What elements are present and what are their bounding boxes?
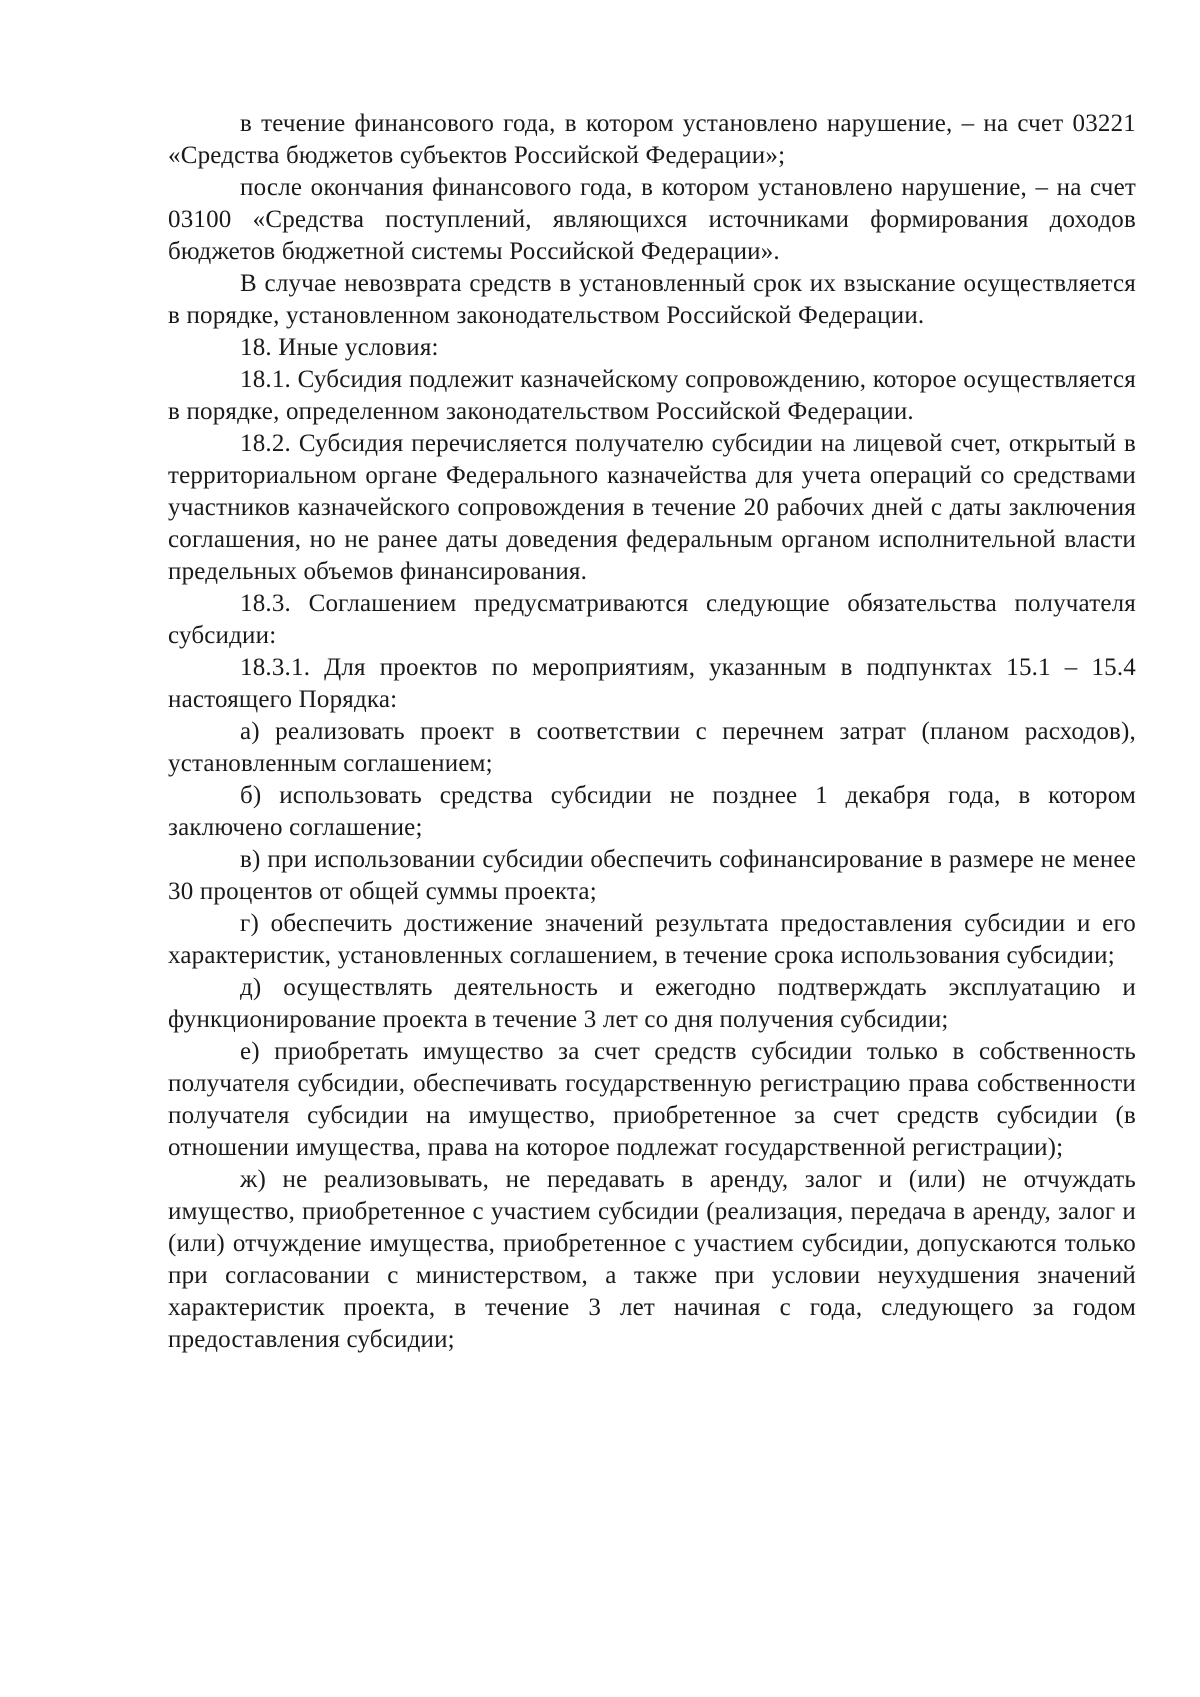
section-heading-other-conditions: 18. Иные условия: [240,334,439,361]
paragraph-budget-revenue-account: после окончания финансового года, в котором установлено нарушение, – на счет 03100 «Средства поступлений, являющихся источниками формирования доходов бюджетов бюджетной системы Российской Федерации». [168,174,1136,265]
document-body [168,108,1136,1356]
paragraph-18-2: 18.2. Субсидия перечисляется получателю субсидии на лицевой счет, открытый в территориальном органе Федерального казначейства для учета операций со средствами участников казначейского сопровождения в течение 20 рабочих дней с даты заключения соглашения, но не ранее даты доведения федеральным органом исполнительной власти предельных объемов финансирования. [168,430,1136,585]
list-item-a: а) реализовать проект в соответствии с перечнем затрат (планом расходов), установленным соглашением; [168,718,1136,777]
paragraph-18-3-1: 18.3.1. Для проектов по мероприятиям, указанным в подпунктах 15.1 – 15.4 настоящего Порядка: [168,654,1136,713]
list-item-d: д) осуществлять деятельность и ежегодно подтверждать эксплуатацию и функционирование проекта в течение 3 лет со дня получения субсидии; [168,974,1136,1033]
paragraph-non-return-recovery: В случае невозврата средств в установленный срок их взыскание осуществляется в порядке, установленном законодательством Российской Федерации. [168,270,1136,329]
list-item-e: е) приобретать имущество за счет средств субсидии только в собственность получателя субсидии, обеспечивать государственную регистрацию права собственности получателя субсидии на имущество, приобретенное за счет средств субсидии (в отношении имущества, права на которое подлежат государственной регистрации); [168,1038,1136,1161]
paragraph-budget-subjects-account: в течение финансового года, в котором установлено нарушение, – на счет 03221 «Средства бюджетов субъектов Российской Федерации»; [168,110,1136,169]
list-item-v: в) при использовании субсидии обеспечить софинансирование в размере не менее 30 процентов от общей суммы проекта; [168,846,1136,905]
list-item-g: г) обеспечить достижение значений результата предоставления субсидии и его характеристик, установленных соглашением, в течение срока использования субсидии; [168,910,1136,969]
paragraph-18-3: 18.3. Соглашением предусматриваются следующие обязательства получателя субсидии: [168,590,1136,649]
list-item-zh: ж) не реализовывать, не передавать в аренду, залог и (или) не отчуждать имущество, приобретенное с участием субсидии (реализация, передача в аренду, залог и (или) отчуждение имущества, приобретенное с участием субсидии, допускаются только при согласовании с министерством, а также при условии неухудшения значений характеристик проекта, в течение 3 лет начиная с года, следующего за годом предоставления субсидии; [168,1166,1136,1353]
list-item-b: б) использовать средства субсидии не позднее 1 декабря года, в котором заключено соглашение; [168,782,1136,841]
paragraph-18-1: 18.1. Субсидия подлежит казначейскому сопровождению, которое осуществляется в порядке, определенном законодательством Российской Федерации. [168,366,1136,425]
